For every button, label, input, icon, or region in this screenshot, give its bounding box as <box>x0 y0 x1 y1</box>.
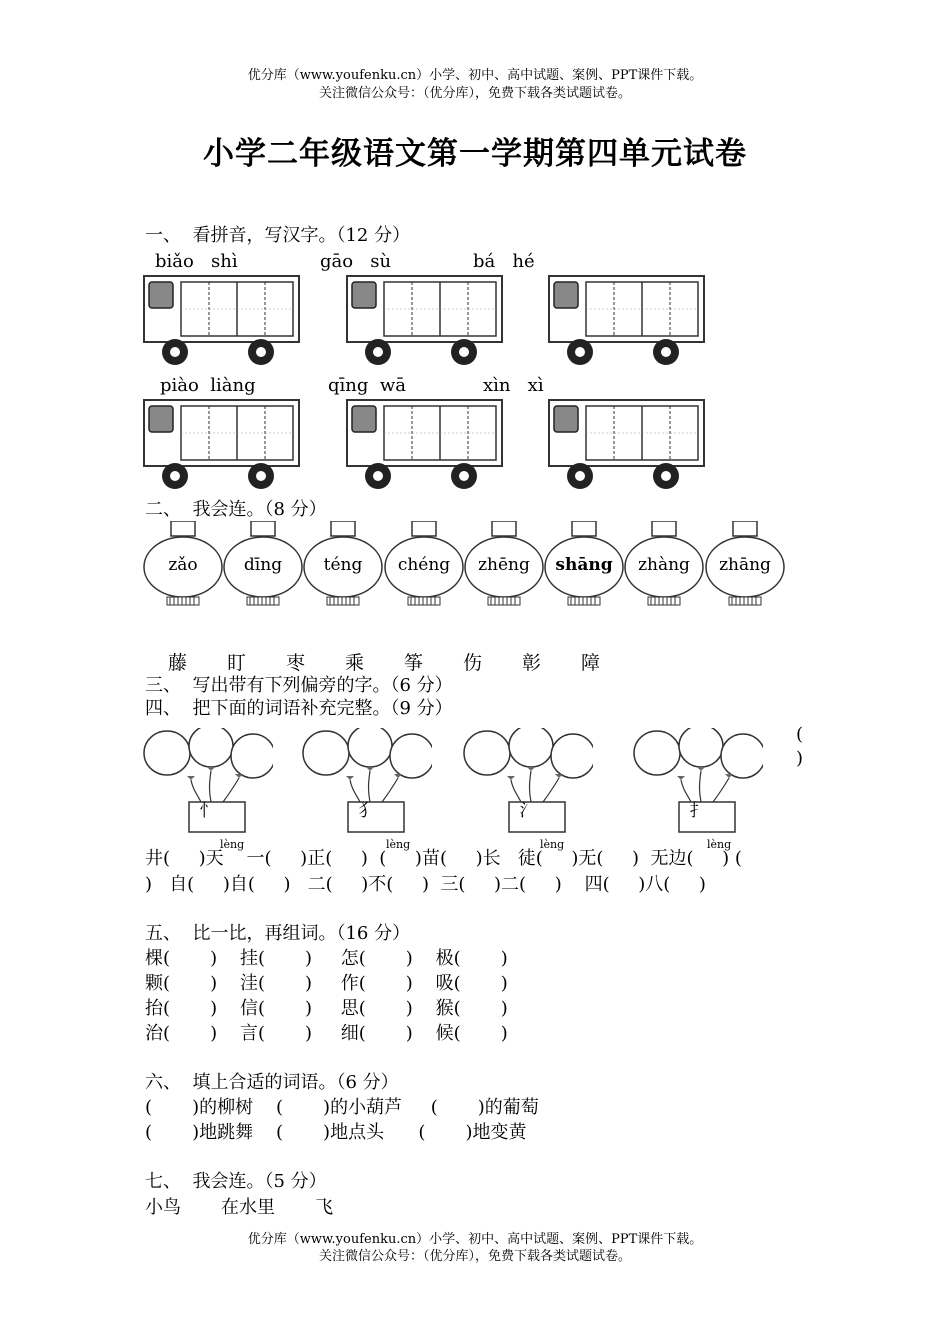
balloon-group[interactable] <box>633 728 763 836</box>
bus-writing-grid[interactable] <box>548 396 706 492</box>
section-3-heading: 三、 写出带有下列偏旁的字。（6 分） <box>145 675 453 696</box>
match-char[interactable]: 伤 <box>463 652 483 674</box>
lantern[interactable] <box>303 521 383 613</box>
lantern-pinyin: zhàng <box>638 555 690 575</box>
match-char[interactable]: 盯 <box>227 652 247 674</box>
footer-line-1: 优分库（www.youfenku.cn）小学、初中、高中试题、案例、PPT课件下载。 <box>247 1232 703 1247</box>
lantern-pinyin: téng <box>323 555 363 575</box>
balloon-group[interactable] <box>302 728 432 836</box>
section-7-heading: 七、 我会连。（5 分） <box>145 1171 327 1192</box>
radical: 扌 <box>689 801 707 821</box>
page-title: 小学二年级语文第一学期第四单元试卷 <box>203 136 747 172</box>
side-paren: ( <box>796 724 804 745</box>
pinyin-label: bá hé <box>473 251 535 272</box>
idiom-line-2[interactable]: ) 自( )自( ) 二( )不( ) 三( )二( ) 四( )八( ) <box>145 874 706 895</box>
lantern-pinyin: shāng <box>555 555 613 575</box>
bus-writing-grid[interactable] <box>346 396 504 492</box>
footer-line-2: 关注微信公众号：（优分库），免费下载各类试题试卷。 <box>318 1249 631 1264</box>
lantern[interactable] <box>705 521 785 613</box>
section-4-heading: 四、 把下面的词语补充完整。（9 分） <box>145 698 453 719</box>
bus-writing-grid[interactable] <box>548 272 706 368</box>
lantern-pinyin: dīng <box>243 555 283 575</box>
radical: 氵 <box>519 801 537 821</box>
lantern[interactable] <box>143 521 223 613</box>
fill-row[interactable]: ( )地跳舞 ( )地点头 ( )地变黄 <box>145 1122 527 1143</box>
radical: 忄 <box>199 801 217 821</box>
match-row[interactable]: 小鸟 在水里 飞 <box>145 1197 334 1218</box>
pinyin-note: lèng <box>707 838 732 851</box>
header-line-2: 关注微信公众号：（优分库），免费下载各类试题试卷。 <box>318 86 631 101</box>
compare-row[interactable]: 抬( ) 信( ) 思( ) 猴( ) <box>145 998 508 1019</box>
fill-row[interactable]: ( )的柳树 ( )的小葫芦 ( )的葡萄 <box>145 1097 539 1118</box>
balloon-group[interactable] <box>463 728 593 836</box>
section-1-heading: 一、 看拼音，写汉字。（12 分） <box>145 225 411 246</box>
section-2-heading: 二、 我会连。（8 分） <box>145 499 327 520</box>
match-char[interactable]: 乘 <box>345 652 365 674</box>
match-char[interactable]: 障 <box>581 652 601 674</box>
bus-writing-grid[interactable] <box>143 272 301 368</box>
pinyin-note: lèng <box>540 838 565 851</box>
lantern[interactable] <box>464 521 544 613</box>
match-char[interactable]: 枣 <box>286 652 306 674</box>
pinyin-label: piào liàng <box>160 375 256 396</box>
compare-row[interactable]: 棵( ) 挂( ) 怎( ) 极( ) <box>145 948 508 969</box>
lantern-pinyin: zǎo <box>168 555 198 575</box>
section-6-heading: 六、 填上合适的词语。（6 分） <box>145 1072 399 1093</box>
lantern-pinyin: zhāng <box>719 555 771 575</box>
balloon-group[interactable] <box>143 728 273 836</box>
match-char[interactable]: 彰 <box>522 652 542 674</box>
radical: 犭 <box>358 801 376 821</box>
header-line-1: 优分库（www.youfenku.cn）小学、初中、高中试题、案例、PPT课件下载。 <box>247 68 703 83</box>
pinyin-label: xìn xì <box>483 375 544 396</box>
idiom-line-1[interactable]: 井( )天 一( )正( ) ( )苗( )长 徒( )无( ) 无边( ) ( <box>145 848 742 869</box>
character-row <box>168 648 640 675</box>
pinyin-label: gāo sù <box>320 251 392 272</box>
lantern[interactable] <box>544 521 624 613</box>
match-char[interactable]: 藤 <box>168 652 188 674</box>
bus-writing-grid[interactable] <box>143 396 301 492</box>
bus-writing-grid[interactable] <box>346 272 504 368</box>
match-char[interactable]: 筝 <box>404 652 424 674</box>
section-5-heading: 五、 比一比，再组词。（16 分） <box>145 923 411 944</box>
compare-row[interactable]: 治( ) 言( ) 细( ) 候( ) <box>145 1023 508 1044</box>
lantern-pinyin: chéng <box>397 555 451 575</box>
pinyin-label: biǎo shì <box>155 251 238 272</box>
compare-row[interactable]: 颗( ) 洼( ) 作( ) 吸( ) <box>145 973 508 994</box>
lantern[interactable] <box>384 521 464 613</box>
pinyin-note: lèng <box>220 838 245 851</box>
pinyin-note: lèng <box>386 838 411 851</box>
lantern[interactable] <box>624 521 704 613</box>
lantern[interactable] <box>223 521 303 613</box>
pinyin-label: qīng wā <box>328 375 406 396</box>
lantern-pinyin: zhēng <box>478 555 530 575</box>
side-paren: ) <box>796 748 804 769</box>
